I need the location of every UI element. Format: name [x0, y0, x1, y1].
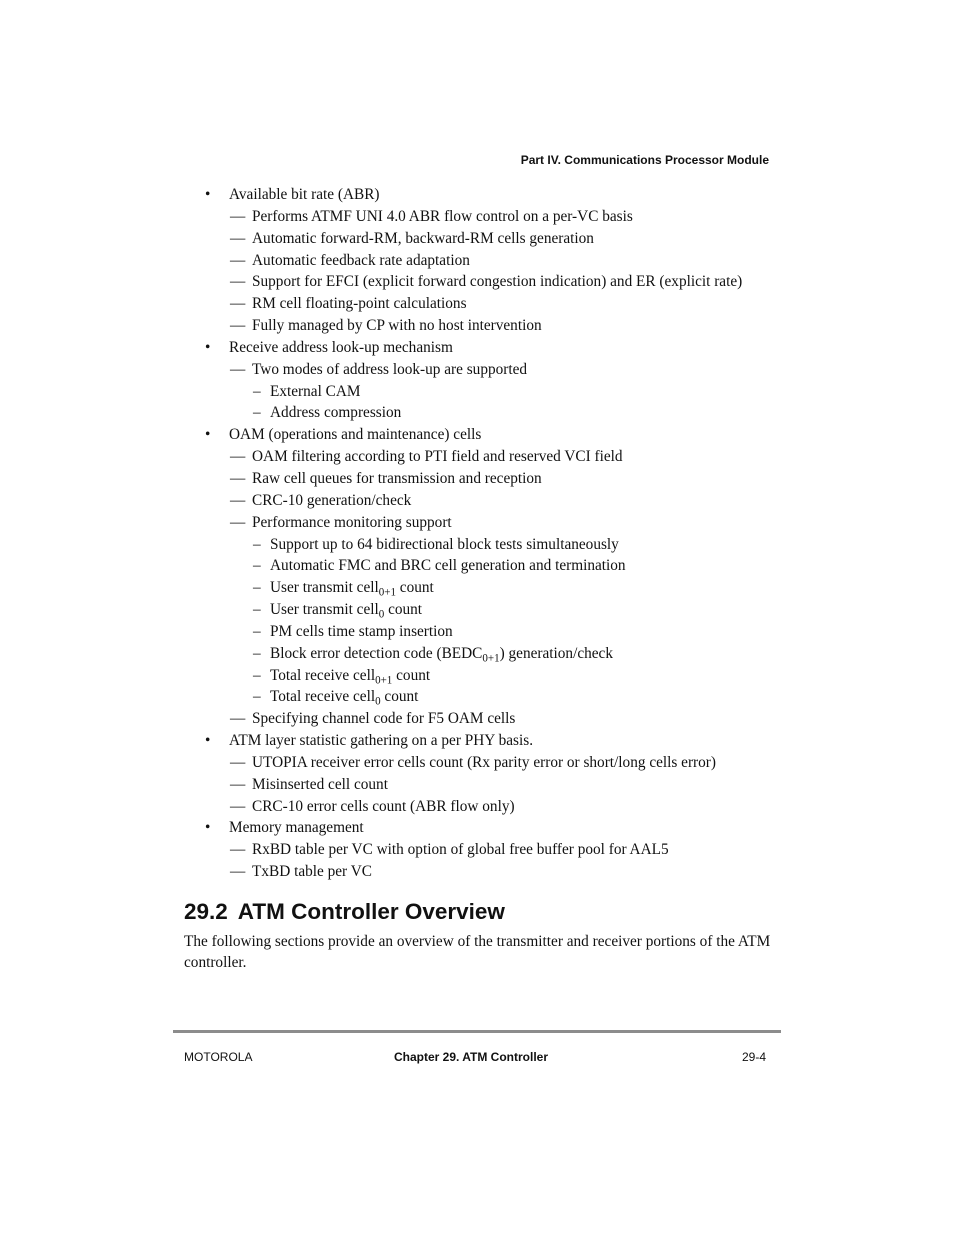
item-text: Receive address look-up mechanism	[229, 338, 453, 356]
item-subscript: 0+1	[378, 586, 396, 599]
item-text: User transmit cell	[270, 579, 379, 597]
footer-chapter: Chapter 29. ATM Controller	[394, 1050, 549, 1064]
list-marker: •	[205, 186, 211, 203]
list-marker: –	[253, 579, 261, 597]
list-item-text	[270, 381, 361, 403]
list-marker: –	[253, 666, 261, 684]
list-marker: •	[205, 819, 211, 837]
item-text: Address compression	[270, 404, 402, 422]
list-marker: –	[253, 535, 261, 553]
dash-subitem	[205, 446, 785, 468]
list-marker: –	[253, 382, 261, 400]
item-text: Memory management	[229, 819, 364, 837]
list-item-text	[252, 468, 542, 490]
list-marker: —	[230, 251, 246, 269]
item-text: Total receive cell	[270, 666, 376, 684]
item-text: Specifying channel code for F5 OAM cells	[252, 710, 516, 728]
list-item-text	[252, 228, 594, 250]
list-marker: —	[230, 491, 246, 509]
list-item-text	[270, 686, 418, 708]
bullet-item	[205, 184, 785, 206]
dash-subitem	[205, 293, 785, 315]
en-dash-subitem	[205, 402, 785, 424]
en-dash-subitem	[205, 686, 785, 708]
list-item-text	[270, 402, 401, 424]
dash-subitem	[205, 228, 785, 250]
dash-subitem	[205, 796, 785, 818]
item-text: PM cells time stamp insertion	[270, 622, 453, 640]
item-text: ATM layer statistic gathering on a per PHY basis.	[229, 732, 534, 750]
item-text: Available bit rate (ABR)	[229, 186, 380, 203]
dash-subitem	[205, 250, 785, 272]
en-dash-subitem	[205, 621, 785, 643]
list-item-text	[229, 184, 380, 206]
list-item-text	[270, 555, 626, 577]
list-marker: —	[230, 710, 246, 728]
list-item-text	[252, 796, 515, 818]
list-item-text	[229, 817, 364, 839]
list-item-text	[229, 424, 481, 446]
list-marker: –	[253, 644, 261, 662]
list-item-text	[252, 293, 467, 315]
item-text: Support up to 64 bidirectional block tests simultaneously	[270, 535, 619, 553]
item-text: Support for EFCI (explicit forward congestion indication) and ER (explicit rate)	[252, 273, 743, 291]
list-marker: •	[205, 732, 211, 750]
item-text-suffix: count	[380, 688, 419, 706]
list-item-text	[252, 839, 669, 861]
footer-publisher: MOTOROLA	[184, 1050, 253, 1064]
dash-subitem	[205, 490, 785, 512]
item-subscript: 0+1	[375, 674, 393, 687]
dash-subitem	[205, 359, 785, 381]
list-marker: —	[230, 295, 246, 313]
item-subscript: 0+1	[482, 652, 500, 665]
item-text: Automatic feedback rate adaptation	[252, 251, 470, 269]
item-text: OAM (operations and maintenance) cells	[229, 426, 482, 444]
item-text: CRC-10 error cells count (ABR flow only)	[252, 797, 515, 815]
section-title: ATM Controller Overview	[237, 899, 505, 924]
item-text: User transmit cell	[270, 601, 379, 619]
list-marker: —	[230, 207, 246, 225]
bullet-item	[205, 424, 785, 446]
list-marker: •	[205, 426, 211, 444]
list-marker: —	[230, 797, 246, 815]
list-marker: —	[230, 469, 246, 487]
item-text: Two modes of address look-up are supported	[252, 360, 528, 378]
item-text: External CAM	[270, 382, 361, 400]
list-marker: —	[230, 753, 246, 771]
dash-subitem	[205, 271, 785, 293]
list-marker: —	[230, 229, 246, 247]
list-item-text	[270, 665, 430, 687]
item-text: Total receive cell	[270, 688, 376, 706]
running-head: Part IV. Communications Processor Module	[520, 153, 769, 167]
list-item-text	[270, 534, 619, 556]
list-item-text	[252, 315, 542, 337]
item-text: OAM filtering according to PTI field and reserved VCI field	[252, 448, 623, 466]
list-item-text	[252, 512, 452, 534]
list-marker: —	[230, 273, 246, 291]
section-paragraph: The following sections provide an overview of the transmitter and receiver portions of the ATM controller.	[184, 933, 771, 971]
list-item-text	[252, 446, 623, 468]
list-item-text	[252, 752, 716, 774]
list-marker: –	[253, 404, 261, 422]
dash-subitem	[205, 512, 785, 534]
section-heading	[184, 899, 505, 925]
list-marker: –	[253, 601, 261, 619]
section-number: 29.2	[184, 899, 228, 924]
list-item-text	[270, 577, 434, 599]
list-item-text	[229, 730, 533, 752]
list-item-text	[252, 774, 388, 796]
list-item-text	[270, 621, 453, 643]
list-marker: —	[230, 448, 246, 466]
list-item-text	[252, 271, 742, 293]
footer-rule	[173, 1030, 781, 1033]
item-text: RxBD table per VC with option of global free buffer pool for AAL5	[252, 841, 669, 859]
list-item-text	[229, 337, 453, 359]
item-text-suffix: count	[384, 601, 423, 619]
item-text: Fully managed by CP with no host intervention	[252, 317, 542, 335]
item-text: TxBD table per VC	[252, 863, 372, 881]
en-dash-subitem	[205, 643, 785, 665]
item-text: RM cell floating-point calculations	[252, 295, 467, 313]
item-text: Performs ATMF UNI 4.0 ABR flow control on a per-VC basis	[252, 207, 633, 225]
item-text: Performance monitoring support	[252, 513, 452, 531]
dash-subitem	[205, 708, 785, 730]
dash-subitem	[205, 468, 785, 490]
item-text: Misinserted cell count	[252, 775, 388, 793]
list-marker: –	[253, 688, 261, 706]
dash-subitem	[205, 752, 785, 774]
bullet-item	[205, 337, 785, 359]
dash-subitem	[205, 861, 785, 883]
list-item-text	[270, 643, 613, 665]
item-text-suffix: ) generation/check	[499, 644, 613, 662]
list-item-text	[252, 861, 372, 883]
item-subscript: 0	[378, 608, 385, 621]
item-text: Automatic forward-RM, backward-RM cells generation	[252, 229, 594, 247]
item-text: Block error detection code (BEDC	[270, 644, 483, 662]
item-text: Raw cell queues for transmission and reception	[252, 469, 542, 487]
list-marker: —	[230, 360, 246, 378]
list-item-text	[252, 206, 633, 228]
list-item-text	[252, 359, 527, 381]
dash-subitem	[205, 206, 785, 228]
list-item-text	[270, 599, 422, 621]
list-marker: •	[205, 338, 211, 356]
en-dash-subitem	[205, 599, 785, 621]
list-marker: —	[230, 317, 246, 335]
en-dash-subitem	[205, 577, 785, 599]
list-item-text	[252, 250, 470, 272]
item-subscript: 0	[375, 695, 381, 708]
feature-list	[205, 184, 785, 883]
list-item-text	[252, 490, 411, 512]
list-item-text	[252, 708, 515, 730]
en-dash-subitem	[205, 534, 785, 556]
item-text-suffix: count	[392, 666, 431, 684]
dash-subitem	[205, 315, 785, 337]
list-marker: —	[230, 775, 246, 793]
item-text: CRC-10 generation/check	[252, 491, 412, 509]
en-dash-subitem	[205, 665, 785, 687]
footer-page-number: 29-4	[742, 1050, 767, 1064]
dash-subitem	[205, 774, 785, 796]
list-marker: —	[230, 841, 246, 859]
bullet-item	[205, 817, 785, 839]
item-text: UTOPIA receiver error cells count (Rx parity error or short/long cells error)	[252, 753, 716, 771]
list-marker: —	[230, 513, 246, 531]
dash-subitem	[205, 839, 785, 861]
list-marker: —	[230, 863, 246, 881]
list-marker: –	[253, 622, 261, 640]
en-dash-subitem	[205, 555, 785, 577]
item-text: Automatic FMC and BRC cell generation and termination	[270, 557, 626, 575]
list-marker: –	[253, 557, 261, 575]
bullet-item	[205, 730, 785, 752]
en-dash-subitem	[205, 381, 785, 403]
item-text-suffix: count	[395, 579, 434, 597]
